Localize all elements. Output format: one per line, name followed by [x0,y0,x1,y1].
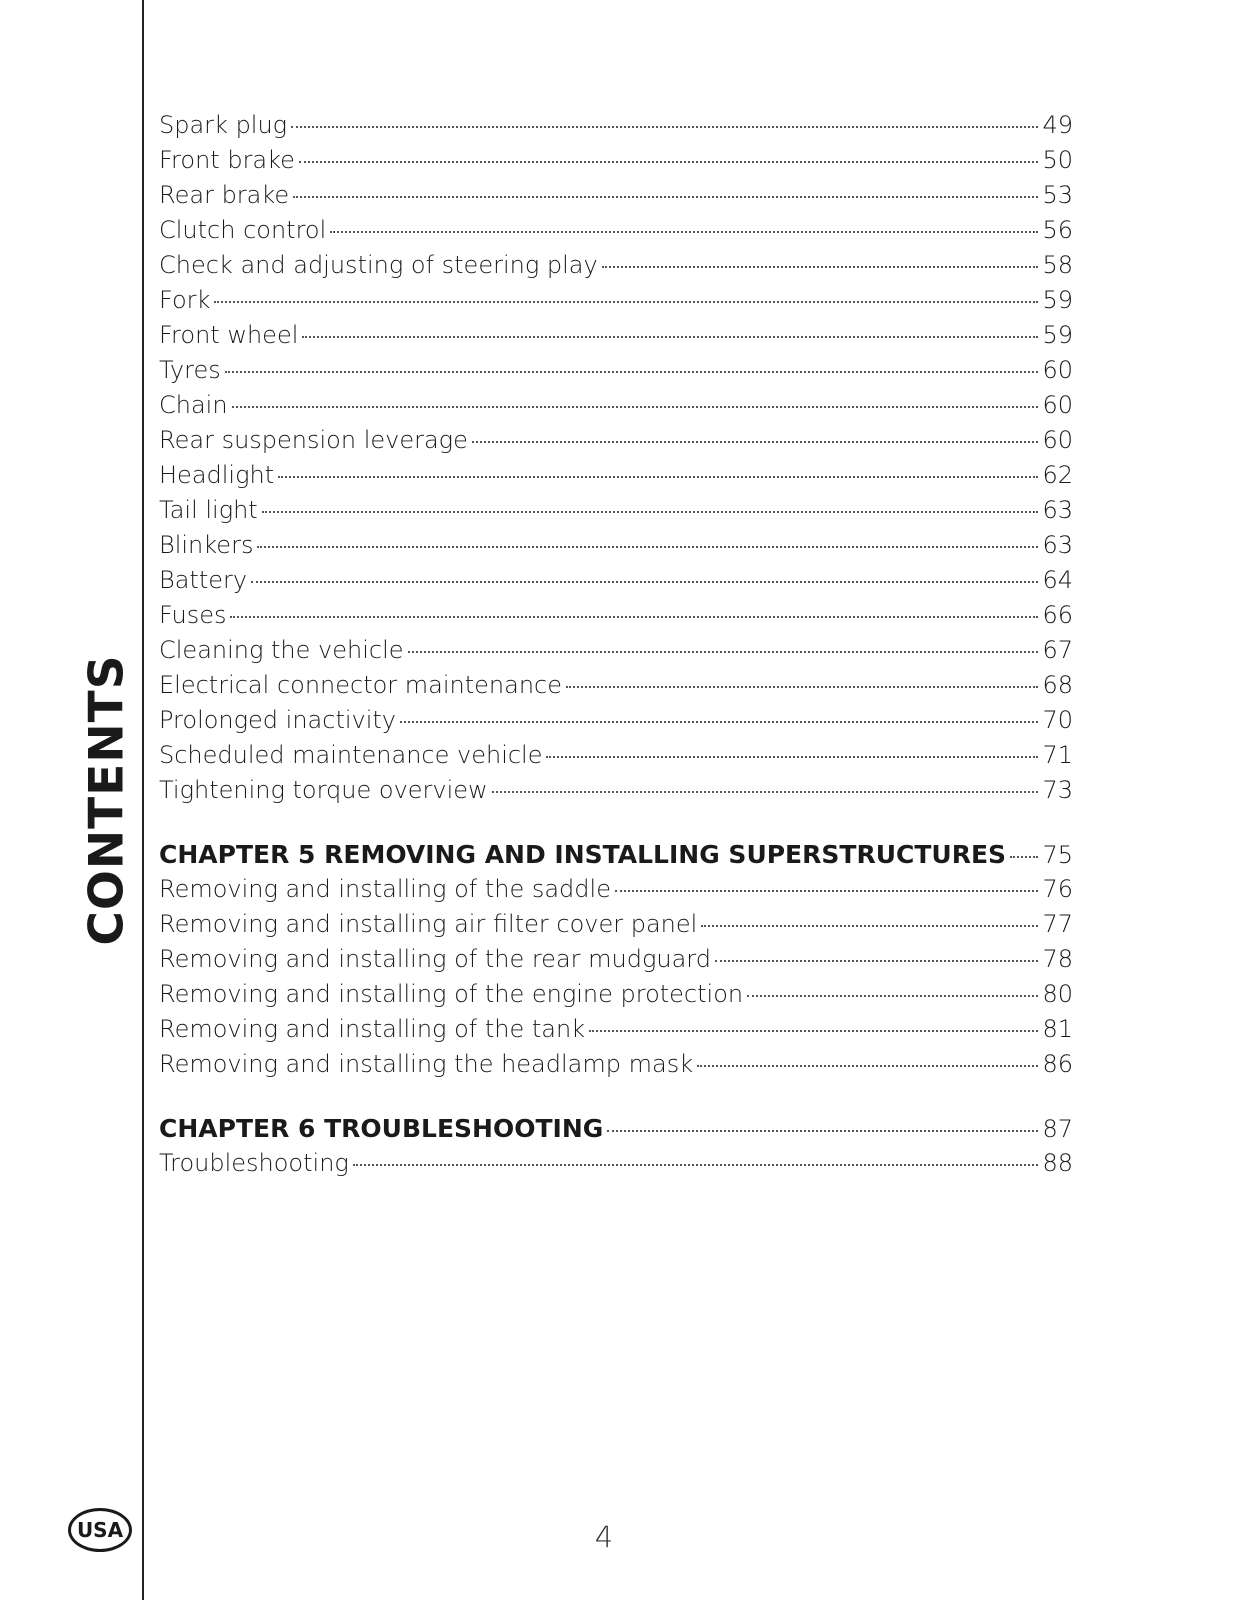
toc-entry[interactable] [159,907,1073,942]
page-number: 4 [594,1520,614,1554]
toc-entry[interactable] [159,668,1073,703]
dot-leader [230,616,1038,618]
entry-title: Removing and installing air filter cover panel [159,910,698,938]
toc-entry[interactable] [159,528,1073,563]
toc-entry[interactable] [159,598,1073,633]
dot-leader [262,511,1039,513]
entry-page: 68 [1042,671,1073,699]
toc-entry[interactable] [159,493,1073,528]
entry-page: 81 [1042,1015,1073,1043]
dot-leader [546,756,1038,758]
entry-title: Removing and installing of the engine protection [159,980,744,1008]
toc-entry[interactable] [159,738,1073,773]
entry-page: 56 [1042,216,1073,244]
region-badge: USA [68,1508,132,1552]
entry-page: 73 [1042,776,1073,804]
toc-chapter-heading[interactable] [159,837,1073,872]
entry-page: 60 [1042,426,1073,454]
entry-page: 64 [1042,566,1073,594]
dot-leader [214,301,1038,303]
entry-title: Tail light [159,496,258,524]
dot-leader [602,266,1039,268]
entry-title: Spark plug [159,111,288,139]
entry-title: Tyres [159,356,221,384]
entry-title: Check and adjusting of steering play [159,251,598,279]
toc-entry[interactable] [159,213,1073,248]
entry-page: 60 [1042,391,1073,419]
entry-title: Rear brake [159,181,290,209]
toc-entry[interactable] [159,563,1073,598]
dot-leader [408,651,1039,653]
dot-leader [251,581,1038,583]
entry-title: Front brake [159,146,295,174]
table-of-contents [159,108,1073,1181]
entry-page: 49 [1042,111,1073,139]
dot-leader [697,1065,1038,1067]
dot-leader [607,1130,1038,1132]
toc-entry[interactable] [159,318,1073,353]
entry-page: 76 [1042,875,1073,903]
chapter-page: 75 [1042,841,1073,869]
toc-entry[interactable] [159,423,1073,458]
entry-page: 86 [1042,1050,1073,1078]
dot-leader [302,336,1038,338]
entry-page: 66 [1042,601,1073,629]
entry-page: 71 [1042,741,1073,769]
toc-entry[interactable] [159,248,1073,283]
toc-entry[interactable] [159,283,1073,318]
entry-title: Headlight [159,461,275,489]
entry-page: 88 [1042,1149,1073,1177]
toc-chapter-heading[interactable] [159,1111,1073,1146]
toc-entry[interactable] [159,108,1073,143]
dot-leader [615,890,1038,892]
entry-page: 67 [1042,636,1073,664]
entry-title: Clutch control [159,216,327,244]
dot-leader [715,960,1038,962]
toc-entry[interactable] [159,353,1073,388]
dot-leader [257,546,1038,548]
dot-leader [701,925,1038,927]
entry-title: Removing and installing the headlamp mask [159,1050,694,1078]
entry-page: 50 [1042,146,1073,174]
entry-page: 59 [1042,286,1073,314]
toc-entry[interactable] [159,388,1073,423]
entry-page: 59 [1042,321,1073,349]
entry-page: 80 [1042,980,1073,1008]
toc-entry[interactable] [159,458,1073,493]
toc-entry[interactable] [159,1146,1073,1181]
toc-entry[interactable] [159,977,1073,1012]
toc-entry[interactable] [159,703,1073,738]
dot-leader [400,721,1038,723]
entry-title: Fuses [159,601,227,629]
side-title: CONTENTS [79,654,135,946]
entry-title: Blinkers [159,531,254,559]
entry-page: 63 [1042,496,1073,524]
dot-leader [1010,856,1038,858]
toc-section [159,108,1073,808]
chapter-title: CHAPTER 6 TROUBLESHOOTING [159,1114,604,1143]
dot-leader [330,231,1038,233]
toc-entry[interactable] [159,1047,1073,1082]
entry-title: Prolonged inactivity [159,706,397,734]
dot-leader [747,995,1038,997]
toc-section [159,837,1073,1082]
entry-page: 60 [1042,356,1073,384]
chapter-page: 87 [1042,1115,1073,1143]
entry-title: Removing and installing of the tank [159,1015,586,1043]
dot-leader [278,476,1038,478]
entry-page: 70 [1042,706,1073,734]
chapter-title: CHAPTER 5 REMOVING AND INSTALLING SUPERSTRUCTURES [159,840,1007,869]
dot-leader [232,406,1039,408]
entry-title: Electrical connector maintenance [159,671,563,699]
toc-entry[interactable] [159,633,1073,668]
dot-leader [566,686,1038,688]
toc-entry[interactable] [159,773,1073,808]
dot-leader [472,441,1039,443]
toc-section [159,1111,1073,1181]
entry-title: Front wheel [159,321,299,349]
entry-title: Battery [159,566,248,594]
entry-page: 58 [1042,251,1073,279]
entry-page: 63 [1042,531,1073,559]
dot-leader [293,196,1038,198]
entry-title: Cleaning the vehicle [159,636,404,664]
entry-title: Scheduled maintenance vehicle [159,741,543,769]
entry-title: Fork [159,286,211,314]
entry-title: Rear suspension leverage [159,426,468,454]
entry-title: Removing and installing of the rear mudguard [159,945,711,973]
toc-entry[interactable] [159,942,1073,977]
dot-leader [291,126,1038,128]
entry-title: Removing and installing of the saddle [159,875,611,903]
entry-page: 53 [1042,181,1073,209]
toc-entry[interactable] [159,1012,1073,1047]
entry-title: Tightening torque overview [159,776,488,804]
entry-title: Troubleshooting [159,1149,349,1177]
dot-leader [353,1164,1039,1166]
margin-rule [142,0,144,1600]
dot-leader [225,371,1039,373]
dot-leader [492,791,1039,793]
toc-entry[interactable] [159,872,1073,907]
dot-leader [299,161,1039,163]
dot-leader [589,1030,1038,1032]
entry-title: Chain [159,391,228,419]
toc-entry[interactable] [159,178,1073,213]
entry-page: 78 [1042,945,1073,973]
toc-entry[interactable] [159,143,1073,178]
entry-page: 62 [1042,461,1073,489]
entry-page: 77 [1042,910,1073,938]
